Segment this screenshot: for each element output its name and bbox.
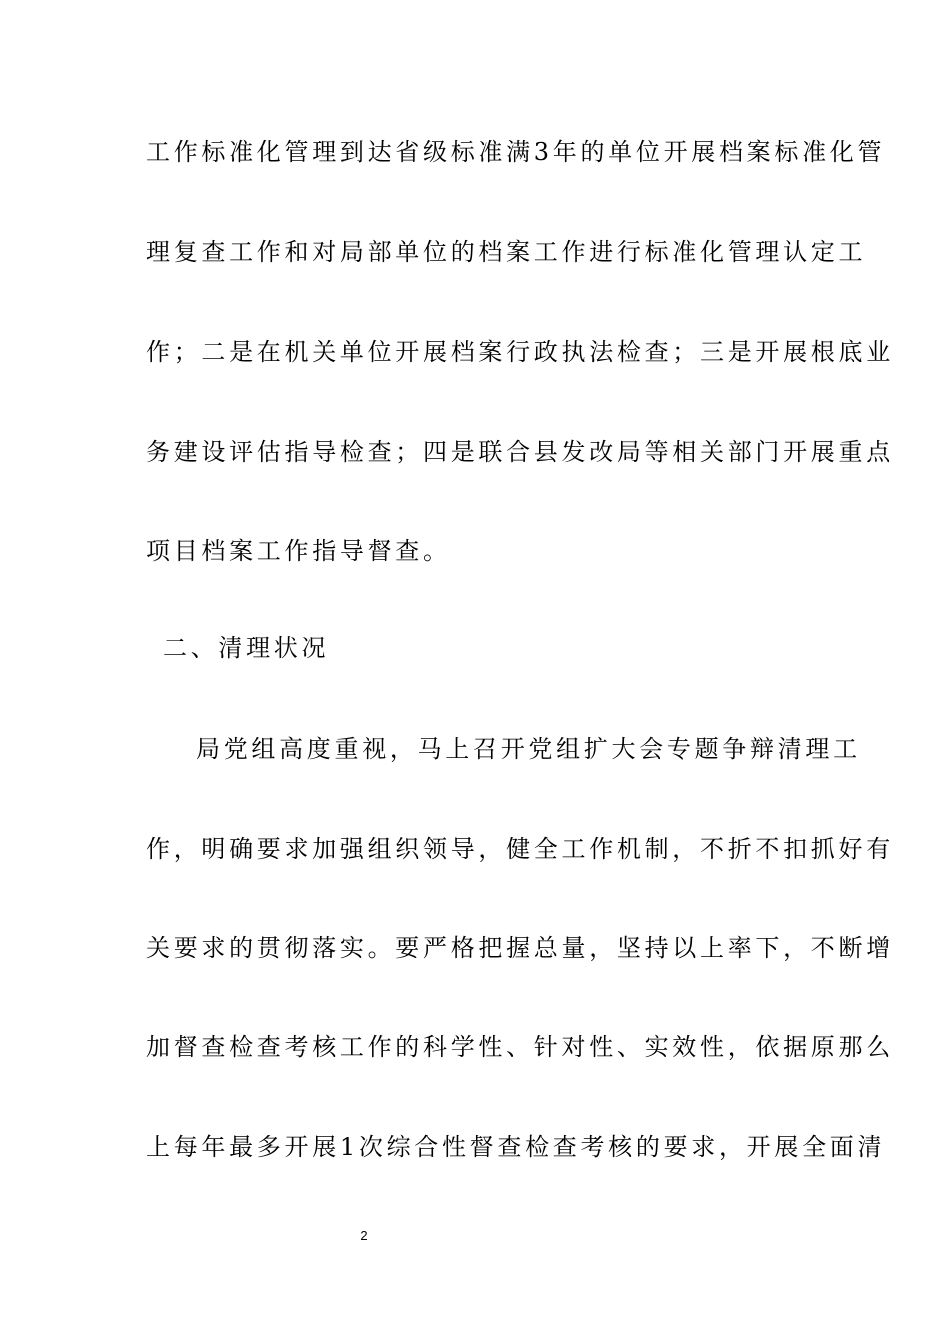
paragraph-line: 作；二是在机关单位开展档案行政执法检查；三是开展根底业 <box>146 338 894 366</box>
page-number: 2 <box>360 1228 368 1243</box>
paragraph-line: 务建设评估指导检查；四是联合县发改局等相关部门开展重点 <box>146 438 894 466</box>
paragraph-line: 局党组高度重视，马上召开党组扩大会专题争辩清理工 <box>196 735 861 763</box>
paragraph-line: 关要求的贯彻落实。要严格把握总量，坚持以上率下，不断增 <box>146 934 894 962</box>
paragraph-line: 上每年最多开展1次综合性督查检查考核的要求，开展全面清 <box>146 1133 886 1161</box>
section-heading: 二、清理状况 <box>163 634 330 662</box>
paragraph-line: 项目档案工作指导督查。 <box>146 537 451 565</box>
paragraph-line: 加督查检查考核工作的科学性、针对性、实效性，依据原那么 <box>146 1033 894 1061</box>
paragraph-line: 工作标准化管理到达省级标准满3年的单位开展档案标准化管 <box>146 138 886 166</box>
paragraph-line: 理复查工作和对局部单位的档案工作进行标准化管理认定工 <box>146 238 867 266</box>
paragraph-line: 作，明确要求加强组织领导，健全工作机制，不折不扣抓好有 <box>146 835 894 863</box>
